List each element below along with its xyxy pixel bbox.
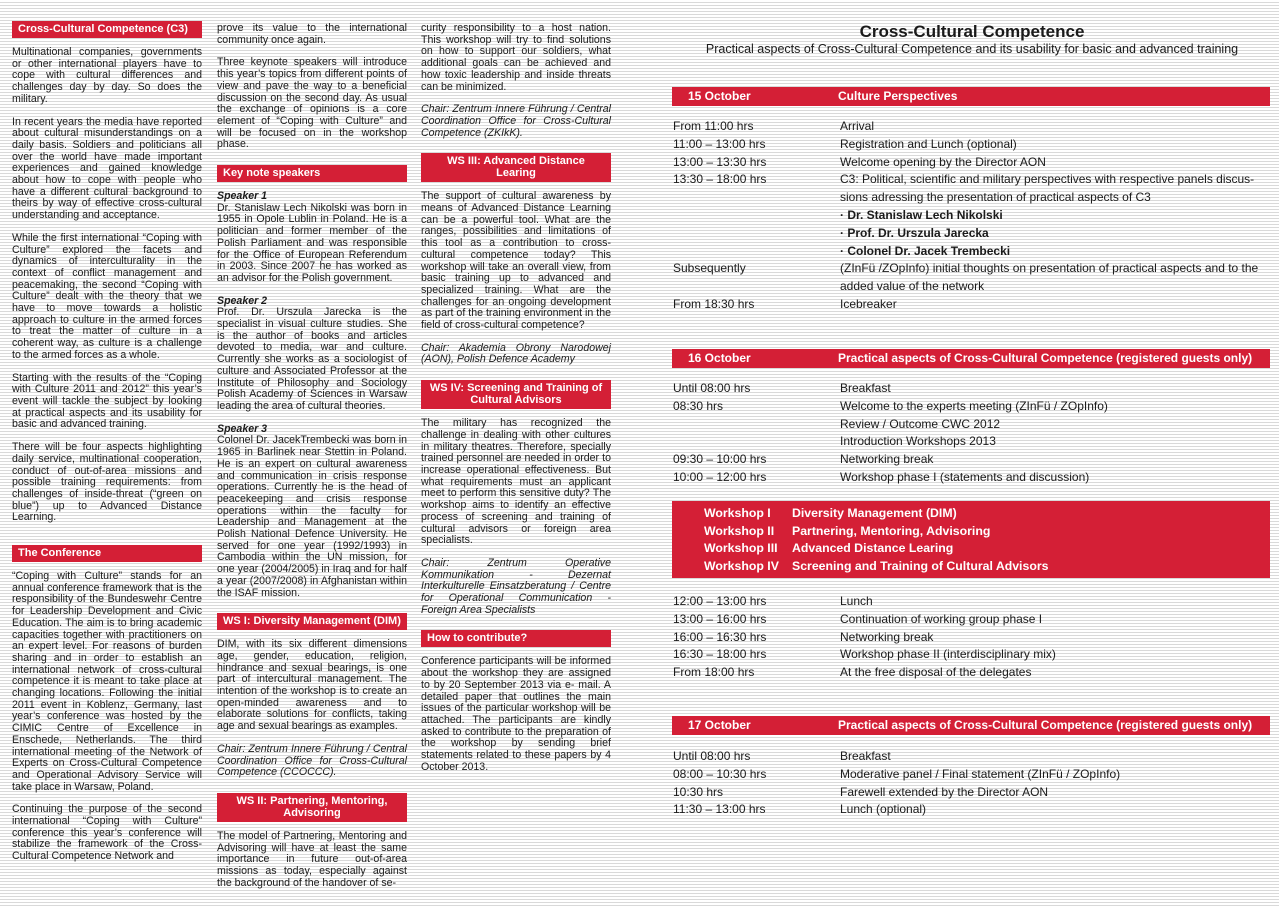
workshop-label: Workshop IV xyxy=(704,559,779,573)
workshops-column xyxy=(421,23,611,784)
schedule-event: · Colonel Dr. Jacek Trembecki xyxy=(840,243,1011,258)
schedule-event: · Prof. Dr. Urszula Jarecka xyxy=(840,225,989,240)
ws1-chair: Chair: Zentrum Innere Führung / Central Coordination Office for Cross-Cultural Competence (CCOCCC). xyxy=(217,742,407,779)
speaker-3-label: Speaker 3 xyxy=(217,422,268,435)
ws4-chair: Chair: Zentrum Operative Kommunikation - Dezernat Interkulturelle Einsatzberatung / Centre for Operational Communication - Foreign Area Specialists xyxy=(421,556,611,616)
schedule-time: 11:30 – 13:00 hrs xyxy=(673,802,766,817)
schedule-event: Lunch (optional) xyxy=(840,802,927,817)
schedule-time: From 18:00 hrs xyxy=(673,665,755,680)
schedule-time: Until 08:00 hrs xyxy=(673,381,751,395)
schedule-event: Welcome to the experts meeting (ZInFü / ZOpInfo) xyxy=(840,398,1108,413)
schedule-event: (ZInFü /ZOpInfo) initial thoughts on presentation of practical aspects and to the xyxy=(840,261,1259,276)
schedule-event: Introduction Workshops 2013 xyxy=(840,434,996,449)
schedule-event: Review / Outcome CWC 2012 xyxy=(840,416,1001,431)
day-date: 15 October xyxy=(688,89,751,103)
intro-paragraph: While the first international “Coping with Culture” explored the facets and dynamics of interculturality in the context of conflict management and peacemaking, the second “Coping with Culture” dealt with the theory that we have to move towards a holistic approach to culture in the armed forces to treat the matter of culture in a coherent way, as culture is a challenge to the armed forces as a whole. xyxy=(12,231,202,361)
schedule-time: 13:00 – 16:00 hrs xyxy=(673,611,767,626)
schedule-event: added value of the network xyxy=(840,279,985,294)
schedule-time: 16:00 – 16:30 hrs xyxy=(673,629,767,644)
day-date: 17 October xyxy=(688,718,751,732)
schedule-time: 10:00 – 12:00 hrs xyxy=(673,470,767,484)
schedule-time: 12:00 – 13:00 hrs xyxy=(673,594,767,608)
schedule-event: Networking break xyxy=(840,452,934,467)
schedule-time: 13:00 – 13:30 hrs xyxy=(673,154,767,169)
intro-column xyxy=(12,21,202,874)
body-paragraph: Three keynote speakers will introduce this year’s topics from different points of view and pave the way to a beneficial discussion on the second day. As usual the exchange of opinions is a core element of “Coping with Culture” and will be focused on in the workshop phase. xyxy=(217,56,407,151)
schedule-event: Lunch xyxy=(840,594,873,608)
schedule-event: Workshop phase I (statements and discussion) xyxy=(840,470,1090,484)
schedule-event: Breakfast xyxy=(840,381,891,395)
body-paragraph: prove its value to the international community once again. xyxy=(217,22,407,46)
intro-paragraph: There will be four aspects highlighting daily service, multinational cooperation, conduct of out-of-area missions and possible training requirements: from challenges of inside-threat (“green on blue”) up to Advanced Distance Learning. xyxy=(12,441,202,524)
day-header-3 xyxy=(672,716,1270,735)
workshop-title: Diversity Management (DIM) xyxy=(792,506,957,520)
day-theme: Practical aspects of Cross-Cultural Competence (registered guests only) xyxy=(838,718,1253,732)
program-title: Cross-Cultural Competence xyxy=(859,22,1085,41)
intro-paragraph: Multinational companies, governments or other international players have to cope with cultural differences and challenges day by day. So does the military. xyxy=(12,46,202,105)
ws2-paragraph: The model of Partnering, Mentoring and Advisoring will have at least the same importance in future out-of-area missions as today, especially against the background of the handover of se- xyxy=(217,829,407,889)
schedule-event: Breakfast xyxy=(840,749,891,763)
schedule-event: At the free disposal of the delegates xyxy=(840,665,1032,680)
workshop-row xyxy=(704,539,1264,557)
schedule-event: sions adressing the presentation of practical aspects of C3 xyxy=(840,190,1151,205)
program-subtitle: Practical aspects of Cross-Cultural Competence and its usability for basic and advanced training xyxy=(705,42,1239,56)
intro-paragraph: Starting with the results of the “Coping with Culture 2011 and 2012” this year’s event will tackle the subject by looking at practical aspects and its usability for basic and advanced training. xyxy=(12,371,202,431)
workshop-title: Advanced Distance Learing xyxy=(792,541,954,555)
schedule-time: From 18:30 hrs xyxy=(673,297,755,311)
day-theme: Practical aspects of Cross-Cultural Competence (registered guests only) xyxy=(838,351,1253,365)
speaker-3-bio: Colonel Dr. JacekTrembecki was born in 1965 in Barlinek near Stettin in Poland. He is an expert on cultural awareness and communication in crisis response operations. Currently he is the head of peacekeeping and crisis response operations within the faculty for Leadership and Management at the Polish National Defence University. He served for one year (1992/1993) in Cambodia within the UN mission, for one year (2004/2005) in Iraq and for half a year (2007/2008) in Afghanistan within the ISAF mission. xyxy=(217,434,407,599)
workshop-row xyxy=(704,504,1264,522)
workshop-label: Workshop III xyxy=(704,541,778,555)
day-header-2 xyxy=(672,349,1270,368)
day-theme: Culture Perspectives xyxy=(838,89,958,103)
workshop-title: Screening and Training of Cultural Advisors xyxy=(792,559,1049,573)
schedule-time: 09:30 – 10:00 hrs xyxy=(673,452,767,467)
section-header-c3: Cross-Cultural Competence (C3) xyxy=(12,21,202,38)
schedule-time: 11:00 – 13:00 hrs xyxy=(673,136,766,151)
schedule-event: · Dr. Stanislaw Lech Nikolski xyxy=(840,208,1003,222)
conference-paragraph: “Coping with Culture” stands for an annual conference framework that is the responsibility of the Bundeswehr Centre for Leadership Development and Civic Education. The aim is to bring academic capacities together with practitioners on an expert level. For reasons of burden sharing and in order to establish an international network of cross-cultural competence it is meant to take place at changing locations. Following the initial 2011 event in Koblenz, Germany, last year’s conference was hosted by the CIMIC Centre of Excellence in Enschede, Netherlands. The third international meeting of the Network of Experts on Cross-Cultural Competence and Operational Advisory Service will take place in Warsaw, Poland. xyxy=(12,570,202,793)
schedule-time: 10:30 hrs xyxy=(673,784,724,799)
ws3-paragraph: The support of cultural awareness by means of Advanced Distance Learning can be a powerful tool. What are the ranges, possibilities and limitations of this tool as a contribution to cross-cultural competence today? This workshop will take an overall view, from basic training up to advanced and specialized training. What are the challenges for an ongoing development as part of the training environment in the field of cross-cultural competence? xyxy=(421,190,611,332)
schedule-time: Subsequently xyxy=(673,261,746,276)
schedule-time: 13:30 – 18:00 hrs xyxy=(673,172,767,187)
section-header-contribute: How to contribute? xyxy=(421,630,611,647)
schedule-event: C3: Political, scientific and military perspectives with respective panels discus- xyxy=(840,172,1255,187)
section-header-conference: The Conference xyxy=(12,545,202,562)
workshop-row xyxy=(704,522,1264,540)
schedule-event: Arrival xyxy=(840,119,875,133)
ws2-paragraph-cont: curity responsibility to a host nation. This workshop will try to find solutions on how to support our soldiers, what additional goals can be achieved and how toxic leadership and inside threats can be minimized. xyxy=(421,22,611,93)
workshop-label: Workshop II xyxy=(704,524,775,538)
schedule-event: Icebreaker xyxy=(840,297,897,311)
ws4-paragraph: The military has recognized the challenge in dealing with other cultures in military theatres. Therefore, specially trained personnel are needed in order to increase operational effectiveness. But what requirements must an applicant meet to perform this sensitive duty? The workshop aims to identify an effective process of screening and training of cultural advisors or foreign area specialists. xyxy=(421,417,611,547)
intro-paragraph: In recent years the media have reported about cultural misunderstandings on a daily basis. Soldiers and politicians all over the world have made important experiences and gained knowledge about how to cope with people who have a different cultural background to theirs by way of effective cross-cultural understanding and acceptance. xyxy=(12,115,202,222)
schedule-time: From 11:00 hrs xyxy=(673,119,754,133)
conference-paragraph: Continuing the purpose of the second international “Coping with Culture” conference this year’s conference will stabilize the framework of the Cross-Cultural Competence Network and xyxy=(12,803,202,863)
speakers-column xyxy=(217,23,407,900)
schedule-time: 16:30 – 18:00 hrs xyxy=(673,647,767,662)
day-header-1 xyxy=(672,87,1270,106)
section-header-ws1: WS I: Diversity Management (DIM) xyxy=(217,613,407,630)
day-date: 16 October xyxy=(688,351,751,365)
contribute-paragraph: Conference participants will be informed about the workshop they are assigned to by 20 September 2013 via e- mail. A detailed paper that outlines the main issues of the particular workshop will be attached. The participants are kindly asked to contribute to the preparation of the workshop by sending brief statements related to these papers by 4 October 2013. xyxy=(421,655,611,773)
ws1-paragraph: DIM, with its six different dimensions age, gender, education, religion, hindrance and sexual bearings, is one part of intercultural management. The intention of the workshop is to create an open-minded awareness and to elaborate solutions for conflicts, taking age and sexual bearings as examples. xyxy=(217,638,407,733)
section-header-ws3: WS III: Advanced Distance Learing xyxy=(421,153,611,182)
section-header-ws2: WS II: Partnering, Mentoring, Advisoring xyxy=(217,793,407,822)
schedule-event: Farewell extended by the Director AON xyxy=(840,784,1049,799)
ws2-chair: Chair: Zentrum Innere Führung / Central Coordination Office for Cross-Cultural Competence (ZKIkK). xyxy=(421,103,611,139)
speaker-1-bio: Dr. Stanislaw Lech Nikolski was born in 1955 in Opole Lublin in Poland. He is a politician and former member of the Polish Parliament and was responsible for the Office of European Referendum in 2003. Since 2007 he has worked as an advisor for the Polish government. xyxy=(217,201,407,284)
schedule-time: 08:30 hrs xyxy=(673,398,724,413)
workshop-row xyxy=(704,557,1264,575)
workshop-label: Workshop I xyxy=(704,506,771,520)
speaker-2-bio: Prof. Dr. Urszula Jarecka is the specialist in visual culture studies. She is the author of books and articles devoted to media, war and culture. Currently she works as a sociologist of culture and Associated Professor at the Institute of Philosophy and Sociology Polish Academy of Sciences in Warsaw leading the area of cultural theories. xyxy=(217,306,407,412)
schedule-event: Welcome opening by the Director AON xyxy=(840,154,1046,169)
section-header-keynote: Key note speakers xyxy=(217,165,407,182)
schedule-event: Networking break xyxy=(840,629,934,644)
schedule-event: Continuation of working group phase I xyxy=(840,611,1043,626)
speaker-2-label: Speaker 2 xyxy=(217,294,268,307)
schedule-event: Moderative panel / Final statement (ZInFü / ZOpInfo) xyxy=(840,766,1121,781)
ws3-chair: Chair: Akademia Obrony Narodowej (AON), Polish Defence Academy xyxy=(421,341,611,366)
workshops-box xyxy=(672,501,1270,578)
workshop-title: Partnering, Mentoring, Advisoring xyxy=(792,524,991,538)
speaker-1-label: Speaker 1 xyxy=(217,190,268,203)
schedule-time: Until 08:00 hrs xyxy=(673,749,751,763)
schedule-event: Workshop phase II (interdisciplinary mix) xyxy=(840,647,1056,662)
schedule-time: 08:00 – 10:30 hrs xyxy=(673,766,767,781)
schedule-event: Registration and Lunch (optional) xyxy=(840,136,1017,151)
section-header-ws4: WS IV: Screening and Training of Cultural Advisors xyxy=(421,380,611,409)
